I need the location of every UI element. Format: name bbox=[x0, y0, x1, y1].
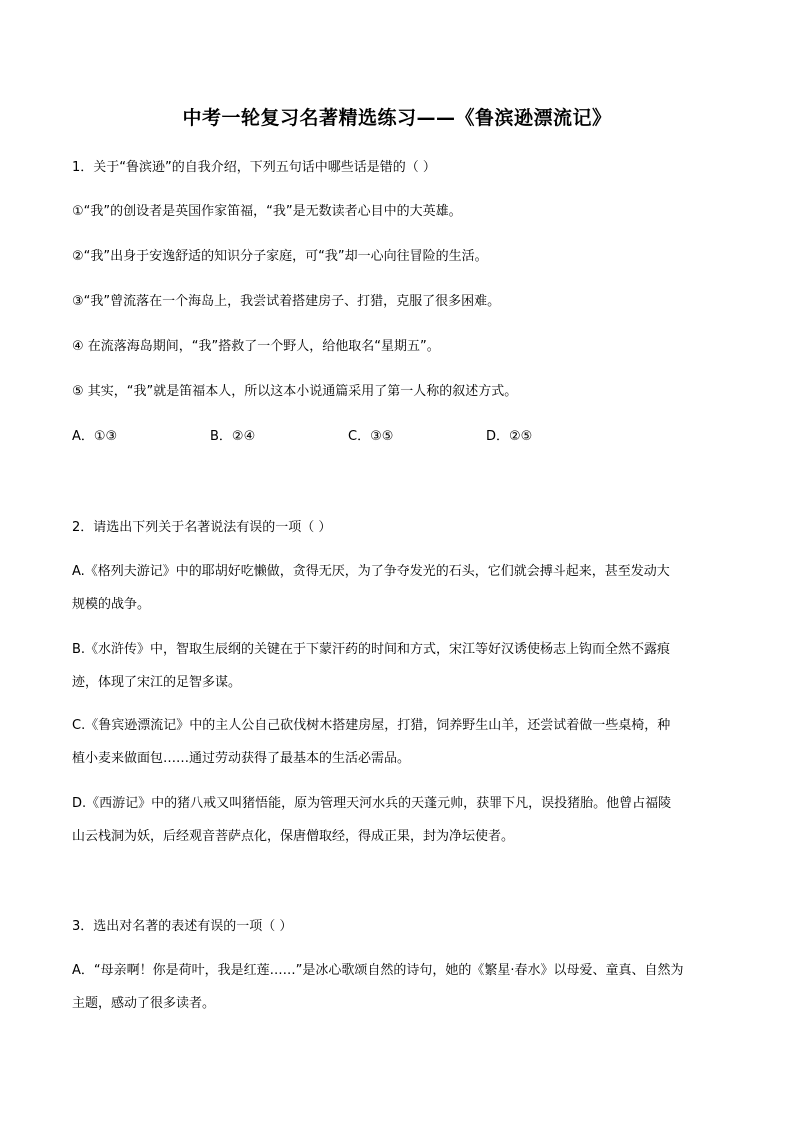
q1-item-3: ③“我”曾流落在一个海岛上，我尝试着搭建房子、打猎，克服了很多困难。 bbox=[72, 294, 501, 309]
q2-line-6: 植小麦来做面包……通过劳动获得了最基本的生活必需品。 bbox=[72, 751, 411, 766]
q1-stem: 1．关于“鲁滨逊”的自我介绍，下列五句话中哪些话是错的（ ） bbox=[72, 160, 436, 175]
q2-line-3: B.《水浒传》中，智取生辰纲的关键在于下蒙汗药的时间和方式，宋江等好汉诱使杨志上钩而全然不露痕 bbox=[72, 642, 671, 657]
q2-line-5: C.《鲁宾逊漂流记》中的主人公自己砍伐树木搭建房屋，打猎，饲养野生山羊，还尝试着做一些桌椅，种 bbox=[72, 718, 671, 733]
q2-line-8: 山云栈洞为妖，后经观音菩萨点化，保唐僧取经，得成正果，封为净坛使者。 bbox=[72, 829, 515, 844]
q1-option-b: B．②④ bbox=[210, 429, 256, 444]
q1-item-4: ④ 在流落海岛期间，“我”搭救了一个野人，给他取名“星期五”。 bbox=[72, 339, 440, 354]
q1-item-2: ②“我”出身于安逸舒适的知识分子家庭，可“我”却一心向往冒险的生活。 bbox=[72, 249, 488, 264]
q3-stem: 3．选出对名著的表述有误的一项（ ） bbox=[72, 919, 293, 934]
q1-option-c: C．③⑤ bbox=[348, 429, 394, 444]
q2-line-1: A.《格列夫游记》中的耶胡好吃懒做，贪得无厌，为了争夺发光的石头，它们就会搏斗起来，甚至发动大 bbox=[72, 564, 670, 579]
q1-item-1: ①“我”的创设者是英国作家笛福，“我”是无数读者心目中的大英雄。 bbox=[72, 204, 462, 219]
q2-line-4: 迹，体现了宋江的足智多谋。 bbox=[72, 675, 242, 690]
q2-line-2: 规模的战争。 bbox=[72, 597, 151, 612]
q1-item-5: ⑤ 其实，“我”就是笛福本人，所以这本小说通篇采用了第一人称的叙述方式。 bbox=[72, 384, 518, 399]
q2-line-7: D.《西游记》中的猪八戒又叫猪悟能，原为管理天河水兵的天蓬元帅，获罪下凡，误投猪胎。他曾占福陵 bbox=[72, 796, 672, 811]
q2-stem: 2．请选出下列关于名著说法有误的一项（ ） bbox=[72, 520, 332, 535]
page-title: 中考一轮复习名著精选练习——《鲁滨逊漂流记》 bbox=[182, 107, 612, 129]
q1-option-d: D．②⑤ bbox=[486, 429, 533, 444]
q1-option-a: A．①③ bbox=[72, 429, 118, 444]
q3-line-1: A．“母亲啊！你是荷叶，我是红莲……”是冰心歌颂自然的诗句，她的《繁星·春水》以母爱、童真、自然为 bbox=[72, 963, 684, 978]
q3-line-2: 主题，感动了很多读者。 bbox=[72, 996, 216, 1011]
